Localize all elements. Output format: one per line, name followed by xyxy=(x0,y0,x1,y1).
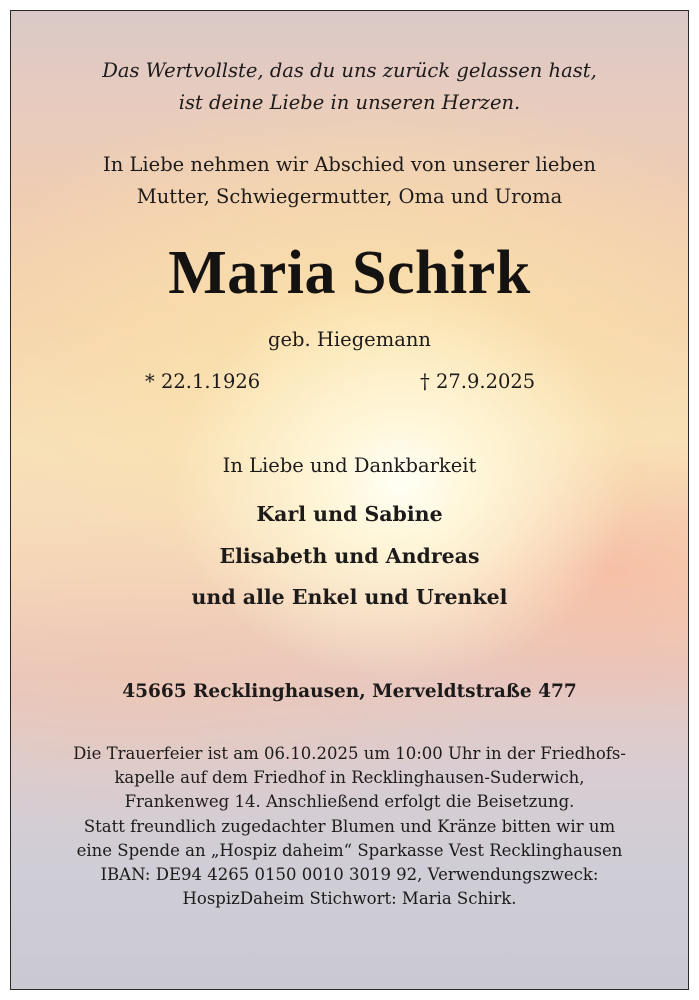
address-line: 45665 Recklinghausen, Merveldtstraße 477 xyxy=(122,681,577,702)
death-date: † 27.9.2025 xyxy=(420,370,536,393)
mourners-intro: In Liebe und Dankbarkeit xyxy=(222,454,477,477)
mourner-line-3: und alle Enkel und Urenkel xyxy=(191,585,508,609)
notice-line-2: kapelle auf dem Friedhof in Recklinghausen-Suderwich, xyxy=(114,768,585,787)
motto-line-2: ist deine Liebe in unseren Herzen. xyxy=(178,91,521,114)
notice-line-7: HospizDaheim Stichwort: Maria Schirk. xyxy=(182,889,517,908)
motto-line-1: Das Wertvollste, das du uns zurück gelassen hast, xyxy=(102,59,597,82)
intro-line-2: Mutter, Schwiegermutter, Oma und Uroma xyxy=(136,185,563,208)
notice-line-4: Statt freundlich zugedachter Blumen und Kränze bitten wir um xyxy=(83,817,616,836)
notice-line-1: Die Trauerfeier ist am 06.10.2025 um 10:00 Uhr in der Friedhofs- xyxy=(73,744,626,763)
mourner-line-1: Karl und Sabine xyxy=(256,502,443,526)
obituary-notice xyxy=(10,10,689,990)
birth-date: * 22.1.1926 xyxy=(145,370,261,393)
deceased-name: Maria Schirk xyxy=(168,239,531,307)
mourner-line-2: Elisabeth und Andreas xyxy=(219,544,480,568)
intro-line-1: In Liebe nehmen wir Abschied von unserer lieben xyxy=(103,153,596,176)
birth-name: geb. Hiegemann xyxy=(268,328,431,351)
notice-line-6: IBAN: DE94 4265 0150 0010 3019 92, Verwendungszweck: xyxy=(100,865,599,884)
notice-line-5: eine Spende an „Hospiz daheim“ Sparkasse Vest Recklinghausen xyxy=(76,841,623,860)
notice-line-3: Frankenweg 14. Anschließend erfolgt die Beisetzung. xyxy=(124,792,575,811)
